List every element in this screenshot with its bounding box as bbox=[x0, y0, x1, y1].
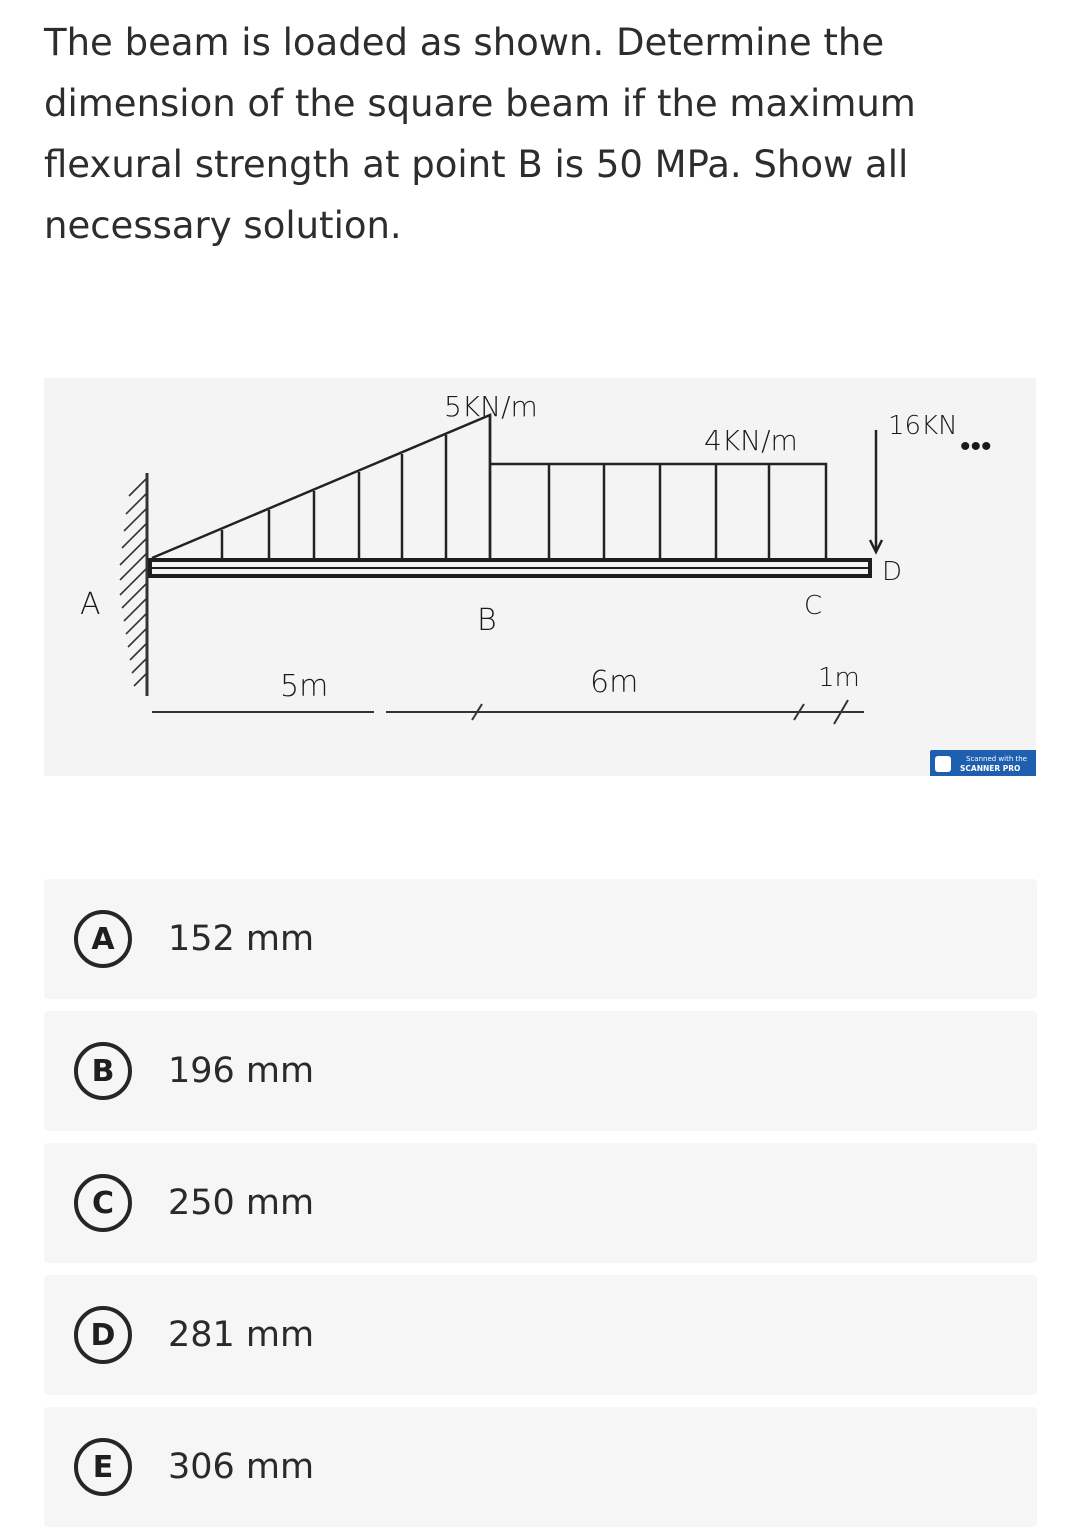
dimension-label-3: 1m bbox=[818, 663, 860, 693]
option-b[interactable] bbox=[44, 1011, 1037, 1131]
dimension-line bbox=[152, 700, 864, 724]
fixed-support bbox=[120, 473, 147, 696]
option-text-b: 196 mm bbox=[168, 1051, 315, 1091]
point-load-label: 16KN bbox=[888, 411, 958, 441]
point-load-arrow bbox=[870, 430, 882, 552]
option-letter-b: B bbox=[74, 1042, 132, 1100]
option-letter-d: D bbox=[74, 1306, 132, 1364]
label-c: C bbox=[804, 591, 823, 621]
option-letter-e: E bbox=[74, 1438, 132, 1496]
beam-diagram bbox=[44, 378, 1036, 776]
dimension-label-2: 6m bbox=[590, 665, 639, 700]
more-dots: ••• bbox=[960, 429, 992, 464]
option-c[interactable] bbox=[44, 1143, 1037, 1263]
beam bbox=[150, 560, 870, 576]
option-text-c: 250 mm bbox=[168, 1183, 315, 1223]
triangular-load bbox=[152, 415, 490, 558]
label-a: A bbox=[80, 587, 101, 622]
option-a[interactable] bbox=[44, 879, 1037, 999]
load-label-uniform: 4KN/m bbox=[704, 424, 798, 457]
watermark-line2: SCANNER PRO bbox=[960, 764, 1021, 773]
option-e[interactable] bbox=[44, 1407, 1037, 1527]
option-text-d: 281 mm bbox=[168, 1315, 315, 1355]
option-letter-c: C bbox=[74, 1174, 132, 1232]
option-text-a: 152 mm bbox=[168, 919, 315, 959]
scanner-watermark bbox=[930, 750, 1036, 776]
load-label-triangular: 5KN/m bbox=[444, 390, 538, 423]
label-d: D bbox=[882, 557, 903, 587]
option-letter-a: A bbox=[74, 910, 132, 968]
option-text-e: 306 mm bbox=[168, 1447, 315, 1487]
question-text: The beam is loaded as shown. Determine the dimension of the square beam if the maximum flexural strength at point B is 50 MPa. Show all necessary solution. bbox=[44, 21, 916, 247]
option-d[interactable] bbox=[44, 1275, 1037, 1395]
answer-options bbox=[44, 879, 1037, 1539]
uniform-load bbox=[490, 464, 826, 558]
label-b: B bbox=[477, 603, 497, 638]
watermark-line1: Scanned with the bbox=[966, 755, 1027, 763]
beam-diagram-svg bbox=[44, 378, 1036, 776]
dimension-label-1: 5m bbox=[280, 669, 329, 704]
